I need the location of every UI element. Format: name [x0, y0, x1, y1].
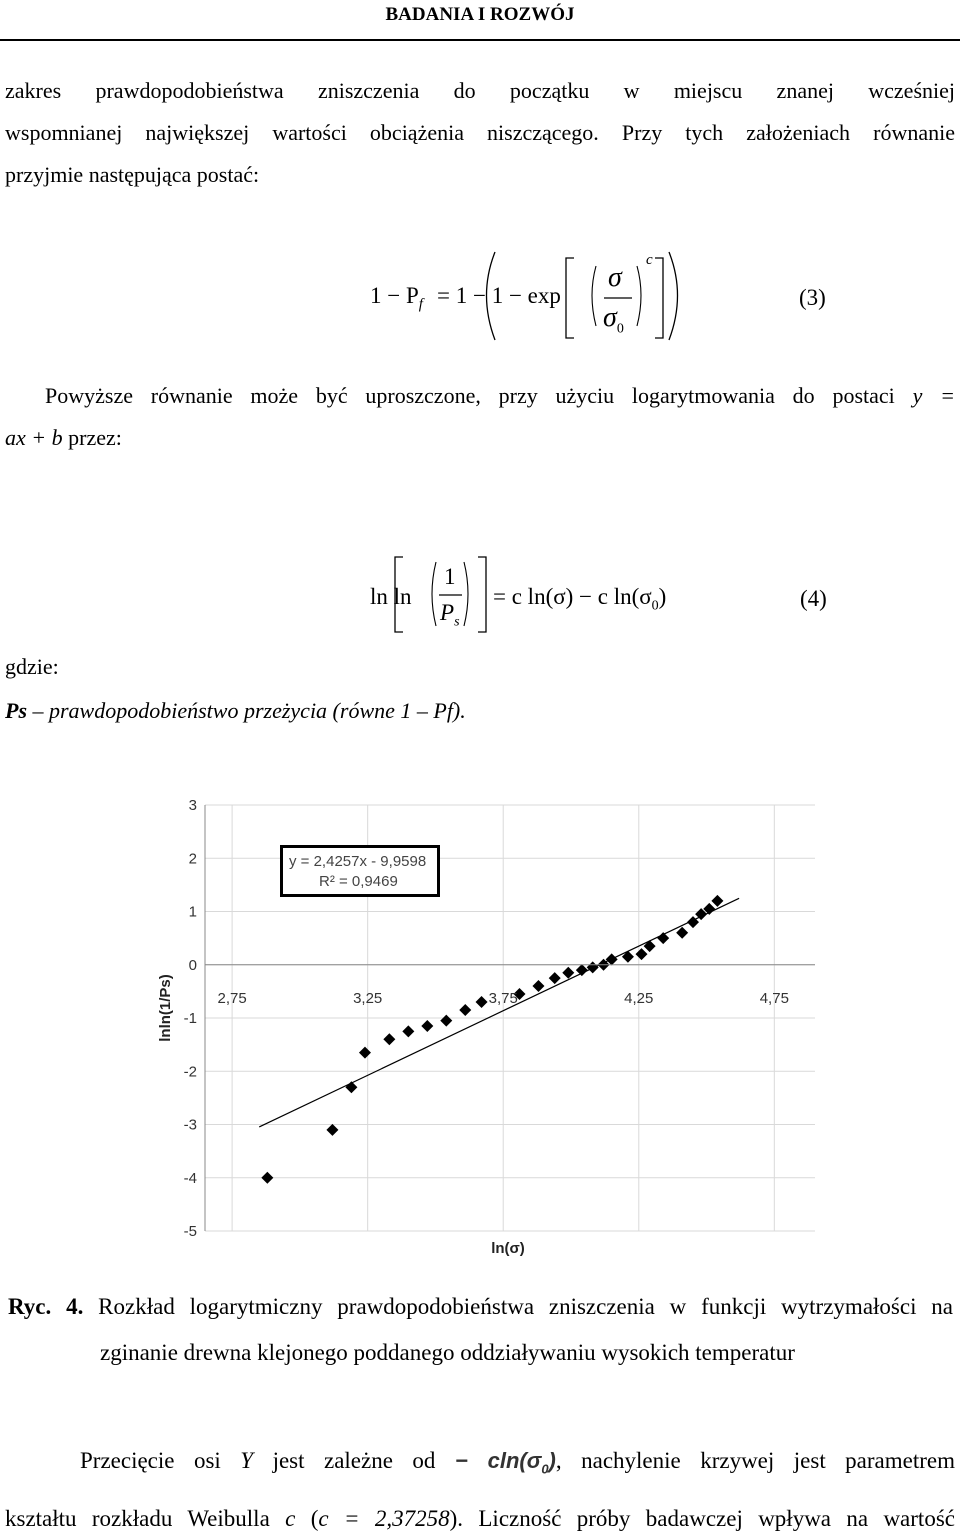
data-point [635, 948, 647, 960]
paragraph-weibull-line1: Przecięcie osi Y jest zależne od − $cln(\sigma_0)$, nachylenie krzywej jest parametrem [80, 1448, 956, 1477]
paragraph-weibull-line2: kształtu rozkładu Weibulla c (c = 2,37258). Liczność próby badawczej wpływa na wartość [5, 1506, 955, 1531]
eq3-lhs: $1 - P_f$ [370, 283, 423, 313]
eq4-numerator: 1 [444, 564, 456, 589]
data-point [359, 1047, 371, 1059]
data-point [345, 1081, 357, 1093]
eq3-denominator: $\sigma_0$ [603, 302, 624, 337]
eq4-denominator: $P_s$ [440, 600, 460, 630]
data-point [459, 1004, 471, 1016]
x-tick-label: 3,25 [353, 989, 383, 1007]
data-point [402, 1025, 414, 1037]
eq3-exponent: c [646, 252, 653, 268]
y-tick-label: -5 [183, 1223, 197, 1240]
paragraph-simplification [5, 375, 955, 459]
trendline-r2: R² = 0,9469 [319, 873, 398, 890]
data-point [676, 927, 688, 939]
data-point [622, 951, 634, 963]
paragraph-line: Powyższe równanie może być uproszczone, przy użyciu logarytmowania do postaci y = [45, 383, 955, 408]
figure-caption-line1: Ryc. 4. Rozkład logarytmiczny prawdopodobieństwa zniszczenia w funkcji wytrzymałości na [8, 1294, 953, 1319]
paragraph-line: wspomnianej największej wartości obciążenia niszczącego. Przy tych założeniach równanie [5, 120, 955, 145]
data-point [326, 1124, 338, 1136]
data-point [644, 940, 656, 952]
figure-caption-line2: zginanie drewna klejonego poddanego oddziaływaniu wysokich temperatur [100, 1340, 795, 1365]
eq4-lhs: ln ln [370, 584, 412, 609]
paragraph-line: ax + b przez: [5, 425, 122, 450]
x-tick-label: 4,75 [759, 989, 789, 1007]
y-tick-label: -3 [183, 1116, 197, 1134]
eq3-numerator: σ [608, 262, 622, 293]
where-label: gdzie: [5, 654, 59, 679]
chart-labels [157, 797, 789, 1257]
eq3-tag: (3) [799, 285, 826, 310]
x-tick-label: 2,75 [217, 989, 247, 1007]
eq4-rhs: = c ln(σ) − c $\ln(\sigma_0)$ [493, 584, 667, 614]
data-point [711, 895, 723, 907]
data-point [476, 996, 488, 1008]
y-axis-title: lnln(1/Ps) [157, 974, 174, 1042]
y-tick-label: -4 [183, 1169, 197, 1187]
data-point [562, 967, 574, 979]
equation-4 [0, 552, 960, 637]
y-tick-label: 2 [188, 850, 197, 868]
y-tick-label: -1 [183, 1010, 197, 1027]
y-tick-label: 0 [188, 956, 197, 974]
eq4-tag: (4) [800, 586, 827, 611]
data-point [421, 1020, 433, 1032]
equation-3 [0, 240, 960, 350]
data-point [657, 932, 669, 944]
paragraph-intro [5, 70, 955, 196]
trendline-path [259, 898, 739, 1127]
header-rule [0, 39, 960, 41]
paragraph-line: zakres prawdopodobieństwa zniszczenia do początku w miejscu znanej wcześniej [5, 78, 955, 103]
chart-svg [150, 793, 820, 1263]
trendline [259, 898, 739, 1127]
y-tick-label: 3 [188, 797, 197, 814]
x-tick-label: 3,75 [488, 989, 518, 1007]
trendline-annotation [280, 845, 440, 897]
data-point [587, 961, 599, 973]
intercept-formula: − $cln(\sigma_0)$ [454, 1448, 556, 1477]
data-point [440, 1015, 452, 1027]
y-tick-label: 1 [188, 903, 197, 921]
definition-ps: Ps – prawdopodobieństwo przeżycia (równe 1 – Pf). [5, 698, 466, 723]
weibull-chart [150, 793, 820, 1263]
data-point [576, 964, 588, 976]
data-point [383, 1033, 395, 1045]
data-point [549, 972, 561, 984]
running-header: BADANIA I ROZWÓJ [385, 4, 575, 25]
data-point [261, 1172, 273, 1184]
trendline-equation: y = 2,4257x - 9,9598 [289, 853, 427, 870]
data-point [532, 980, 544, 992]
x-axis-title: ln(σ) [491, 1240, 525, 1257]
x-tick-label: 4,25 [624, 989, 654, 1007]
paragraph-line: przyjmie następująca postać: [5, 162, 260, 187]
y-tick-label: -2 [183, 1063, 197, 1081]
eq3-middle: = 1 − 1 − exp [437, 283, 561, 308]
